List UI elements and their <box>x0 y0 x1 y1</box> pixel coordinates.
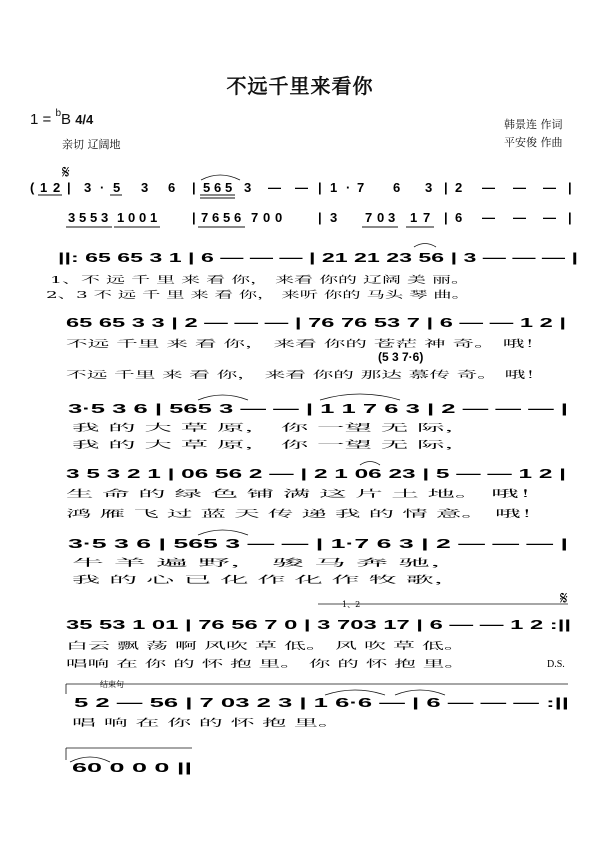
score-system-6: 3 5 3 2 1 | 06 56 2 — | 2 1 06 23 | 5 — — 1 2 | <box>66 466 566 481</box>
r0-glyph: — <box>513 180 526 195</box>
r1-glyph: | <box>318 210 322 225</box>
score-system-1 <box>30 180 572 195</box>
lyrics-system-7-verse-1: 牛 羊 遍 野， 骏 马 奔 驰， <box>72 558 189 569</box>
lyrics-system-4-verse-1: 不远 千里 来 看 你， 来看 你的 苍茫 神 奇。 哦！ <box>66 339 277 350</box>
r1-glyph: 5 <box>79 210 87 225</box>
r1-glyph: 0 <box>128 210 136 225</box>
r1-glyph: 3 <box>388 210 396 225</box>
r1-glyph: — <box>543 210 556 225</box>
r0-glyph: | <box>192 180 196 195</box>
score-system-4: 65 65 3 3 | 2 — — — | 76 76 53 7 | 6 — — 1 2 | <box>66 315 566 330</box>
segno-sign: 𝄋 <box>62 162 70 183</box>
r0-glyph: 3 <box>141 180 149 195</box>
r1-glyph: 0 <box>377 210 385 225</box>
dal-segno: D.S. <box>547 659 565 670</box>
lyrics-system-6-verse-2: 鸿 雁 飞 过 蓝 天 传 递 我 的 情 意。 哦！ <box>66 509 245 520</box>
r0-glyph: 5 <box>225 180 233 195</box>
lyrics-system-9: 唱 响 在 你 的 怀 抱 里。 <box>72 718 179 729</box>
lyrics-system-3-verse-2: 2、3 不 远 千 里 来 看 你， 来听 你的 马头 琴 曲。 <box>46 290 266 301</box>
key-flat: b <box>55 108 62 119</box>
r0-glyph: 2 <box>455 180 463 195</box>
key-note: B <box>61 111 72 128</box>
r1-glyph: 0 <box>275 210 283 225</box>
composer-role: 作曲 <box>540 136 563 149</box>
lyricist-name: 韩景连 <box>504 118 537 131</box>
r1-glyph: 3 <box>68 210 76 225</box>
r0-glyph: 3 <box>244 180 252 195</box>
song-title: 不远千里来看你 <box>226 74 374 98</box>
alternate-melody: (5 3 7·6) <box>378 350 424 364</box>
r1-glyph: | <box>192 210 196 225</box>
r0-glyph: 2 <box>53 180 61 195</box>
r1-glyph: 1 <box>150 210 158 225</box>
lyrics-system-3-verse-1: 1、不 远 千 里 来 看 你， 来看 你的 辽阔 美 丽。 <box>50 275 261 286</box>
lyrics-system-8-verse-1: 白云 飘 荡 啊 风吹 草 低。 风 吹 草 低。 <box>66 641 239 652</box>
r0-glyph: | <box>568 180 572 195</box>
r1-glyph: 5 <box>223 210 231 225</box>
lyricist-role: 作词 <box>540 118 563 131</box>
r1-glyph: 1 <box>117 210 125 225</box>
r0-glyph: | <box>444 180 448 195</box>
r0-glyph: ( <box>30 180 35 195</box>
r1-glyph: 0 <box>263 210 271 225</box>
score-system-10: 60 0 0 0 || <box>72 760 192 775</box>
score-system-5: 3·5 3 6 | 565 3 — — | 1 1 7 6 3 | 2 — — — | <box>68 401 568 416</box>
r1-glyph: 6 <box>234 210 242 225</box>
r0-glyph: 1 <box>40 180 48 195</box>
r1-glyph: 5 <box>90 210 98 225</box>
key-prefix: 1 = <box>30 111 52 128</box>
r0-glyph: 1 <box>330 180 338 195</box>
r1-glyph: 6 <box>455 210 463 225</box>
r0-glyph: — <box>268 180 281 195</box>
r1-glyph: 3 <box>330 210 338 225</box>
r1-glyph: 1 <box>410 210 418 225</box>
score-system-8: 35 53 1 01 | 76 56 7 0 | 3 703 17 | 6 — — 1 2 :|| <box>66 617 571 632</box>
r0-glyph: 5 <box>113 180 121 195</box>
r0-glyph: 6 <box>393 180 401 195</box>
time-signature: 4/4 <box>75 112 94 127</box>
lyrics-system-6-verse-1: 生 命 的 绿 色 铺 满 这 片 土 地。 哦！ <box>66 489 233 500</box>
score-system-9: 5 2 — 56 | 7 03 2 3 | 1 6·6 — | 6 — — — :|| <box>74 695 569 710</box>
r0-glyph: · <box>346 180 351 195</box>
r0-glyph: | <box>67 180 71 195</box>
score-system-7: 3·5 3 6 | 565 3 — — | 1·7 6 3 | 2 — — — | <box>68 536 568 551</box>
r1-glyph: — <box>482 210 495 225</box>
composer-name: 平安俊 <box>504 136 537 149</box>
volta-label: 1、2 <box>342 600 361 609</box>
r0-glyph: · <box>100 180 105 195</box>
r1-glyph: 6 <box>212 210 220 225</box>
r0-glyph: 6 <box>214 180 222 195</box>
r0-glyph: 7 <box>357 180 365 195</box>
r1-glyph: 7 <box>365 210 373 225</box>
lyrics-system-5-verse-1: 我 的 大 草 原， 你 一望 无 际， <box>72 423 211 434</box>
r1-glyph: 7 <box>423 210 431 225</box>
r0-glyph: 3 <box>84 180 92 195</box>
r0-glyph: — <box>543 180 556 195</box>
score-system-3: ||: 65 65 3 1 | 6 — — — | 21 21 23 56 | 3 — — — | <box>58 250 578 265</box>
r1-glyph: 0 <box>139 210 147 225</box>
segno-sign-return: 𝄋 <box>560 588 568 609</box>
lyrics-system-5-verse-2: 我 的 大 草 原， 你 一望 无 际， <box>72 440 211 451</box>
lyrics-system-4-verse-2: 不远 千里 来 看 你， 来看 你的 那达 慕传 奇。 哦！ <box>66 370 287 381</box>
ending-label: 结束句 <box>100 680 124 689</box>
r0-glyph: | <box>318 180 322 195</box>
r1-glyph: 3 <box>101 210 109 225</box>
r1-glyph: 7 <box>251 210 259 225</box>
r0-glyph: — <box>295 180 308 195</box>
r0-glyph: 3 <box>425 180 433 195</box>
r1-glyph: — <box>513 210 526 225</box>
lyrics-system-7-verse-2: 我 的 心 已 化 作 化 作 牧 歌， <box>72 575 204 586</box>
r1-glyph: | <box>444 210 448 225</box>
score-system-2 <box>68 210 572 225</box>
lyrics-system-8-verse-2: 唱响 在 你 的 怀 抱 里。 你 的 怀 抱 里。 <box>66 659 242 670</box>
expression-marking: 亲切 辽阔地 <box>62 138 121 151</box>
r0-glyph: 6 <box>168 180 176 195</box>
r0-glyph: 5 <box>203 180 211 195</box>
r1-glyph: | <box>568 210 572 225</box>
r0-glyph: — <box>482 180 495 195</box>
r1-glyph: 7 <box>201 210 209 225</box>
